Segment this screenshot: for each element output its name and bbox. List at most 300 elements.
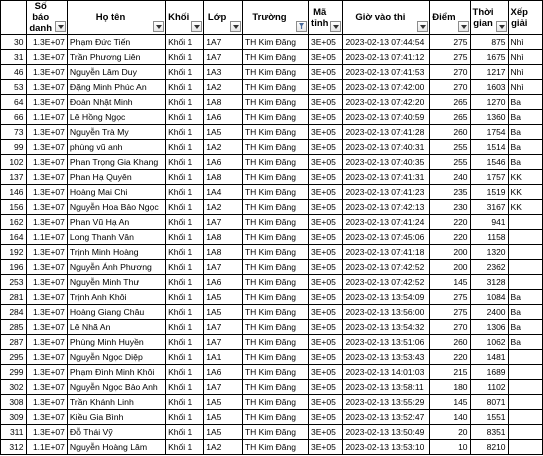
thoi-gian-cell[interactable]: 1551 [470,410,508,425]
time-cell[interactable]: 2023-02-13 13:54:09 [343,290,430,305]
ma-tinh-cell[interactable]: 3E+05 [309,65,343,80]
thoi-gian-cell[interactable]: 1689 [470,365,508,380]
lop-cell[interactable]: 1A7 [204,380,243,395]
lop-cell[interactable]: 1A7 [204,50,243,65]
row-number-cell[interactable]: 312 [1,440,27,455]
sbd-cell[interactable]: 1.3E+07 [26,65,67,80]
sbd-cell[interactable]: 1.3E+07 [26,350,67,365]
time-cell[interactable]: 2023-02-13 13:55:29 [343,395,430,410]
time-cell[interactable]: 2023-02-13 13:51:06 [343,335,430,350]
lop-cell[interactable]: 1A2 [204,440,243,455]
lop-cell[interactable]: 1A4 [204,185,243,200]
truong-cell[interactable]: TH Kim Đăng [242,155,308,170]
name-cell[interactable]: Hoàng Mai Chi [67,185,165,200]
row-number-cell[interactable]: 302 [1,380,27,395]
lop-cell[interactable]: 1A2 [204,80,243,95]
sbd-cell[interactable]: 1.1E+07 [26,440,67,455]
xep-giai-cell[interactable]: Ba [508,125,542,140]
diem-cell[interactable]: 275 [430,305,470,320]
xep-giai-cell[interactable] [508,260,542,275]
truong-cell[interactable]: TH Kim Đăng [242,440,308,455]
row-number-cell[interactable]: 196 [1,260,27,275]
sbd-cell[interactable]: 1.3E+07 [26,335,67,350]
diem-cell[interactable]: 275 [430,290,470,305]
name-cell[interactable]: phùng vũ anh [67,140,165,155]
xep-giai-cell[interactable]: Ba [508,95,542,110]
time-cell[interactable]: 2023-02-13 13:52:47 [343,410,430,425]
khoi-cell[interactable]: Khối 1 [166,365,204,380]
thoi-gian-cell[interactable]: 1675 [470,50,508,65]
name-cell[interactable]: Nguyễn Lâm Duy [67,65,165,80]
diem-cell[interactable]: 20 [430,425,470,440]
ma-tinh-cell[interactable]: 3E+05 [309,365,343,380]
diem-cell[interactable]: 275 [430,35,470,50]
column-header-khoi[interactable] [166,1,204,35]
filter-dropdown-icon[interactable] [191,21,202,32]
sbd-cell[interactable]: 1.3E+07 [26,215,67,230]
diem-cell[interactable]: 255 [430,155,470,170]
xep-giai-cell[interactable]: KK [508,185,542,200]
sbd-cell[interactable]: 1.3E+07 [26,275,67,290]
truong-cell[interactable]: TH Kim Đăng [242,35,308,50]
name-cell[interactable]: Nguyễn Trà My [67,125,165,140]
ma-tinh-cell[interactable]: 3E+05 [309,275,343,290]
time-cell[interactable]: 2023-02-13 13:54:32 [343,320,430,335]
sbd-cell[interactable]: 1.3E+07 [26,155,67,170]
name-cell[interactable]: Trịnh Anh Khôi [67,290,165,305]
diem-cell[interactable]: 270 [430,65,470,80]
time-cell[interactable]: 2023-02-13 07:41:23 [343,185,430,200]
truong-cell[interactable]: TH Kim Đăng [242,80,308,95]
khoi-cell[interactable]: Khối 1 [166,275,204,290]
ma-tinh-cell[interactable]: 3E+05 [309,245,343,260]
truong-cell[interactable]: TH Kim Đăng [242,95,308,110]
diem-cell[interactable]: 230 [430,200,470,215]
ma-tinh-cell[interactable]: 3E+05 [309,230,343,245]
diem-cell[interactable]: 215 [430,365,470,380]
xep-giai-cell[interactable]: Nhì [508,35,542,50]
diem-cell[interactable]: 220 [430,215,470,230]
column-header-gio-vao-thi[interactable] [343,1,430,35]
filter-dropdown-icon[interactable] [153,21,164,32]
sbd-cell[interactable]: 1.3E+07 [26,305,67,320]
xep-giai-cell[interactable]: KK [508,200,542,215]
lop-cell[interactable]: 1A5 [204,395,243,410]
thoi-gian-cell[interactable]: 1158 [470,230,508,245]
khoi-cell[interactable]: Khối 1 [166,260,204,275]
name-cell[interactable]: Phan Hạ Quyên [67,170,165,185]
name-cell[interactable]: Lê Nhã An [67,320,165,335]
diem-cell[interactable]: 270 [430,320,470,335]
thoi-gian-cell[interactable]: 1062 [470,335,508,350]
time-cell[interactable]: 2023-02-13 07:40:59 [343,110,430,125]
lop-cell[interactable]: 1A5 [204,290,243,305]
sbd-cell[interactable]: 1.3E+07 [26,260,67,275]
xep-giai-cell[interactable] [508,395,542,410]
column-header-ma-tinh[interactable] [309,1,343,35]
thoi-gian-cell[interactable]: 1360 [470,110,508,125]
xep-giai-cell[interactable]: KK [508,170,542,185]
row-number-cell[interactable]: 31 [1,50,27,65]
lop-cell[interactable]: 1A8 [204,95,243,110]
lop-cell[interactable]: 1A6 [204,275,243,290]
thoi-gian-cell[interactable]: 1481 [470,350,508,365]
filter-dropdown-icon[interactable] [230,21,241,32]
truong-cell[interactable]: TH Kim Đăng [242,230,308,245]
khoi-cell[interactable]: Khối 1 [166,185,204,200]
truong-cell[interactable]: TH Kim Đăng [242,365,308,380]
lop-cell[interactable]: 1A5 [204,305,243,320]
time-cell[interactable]: 2023-02-13 07:40:31 [343,140,430,155]
sbd-cell[interactable]: 1.3E+07 [26,185,67,200]
lop-cell[interactable]: 1A7 [204,215,243,230]
time-cell[interactable]: 2023-02-13 13:56:00 [343,305,430,320]
ma-tinh-cell[interactable]: 3E+05 [309,155,343,170]
active-filter-icon[interactable] [296,21,307,32]
xep-giai-cell[interactable] [508,245,542,260]
sbd-cell[interactable]: 1.3E+07 [26,125,67,140]
lop-cell[interactable]: 1A5 [204,410,243,425]
row-number-cell[interactable]: 287 [1,335,27,350]
khoi-cell[interactable]: Khối 1 [166,110,204,125]
lop-cell[interactable]: 1A7 [204,35,243,50]
truong-cell[interactable]: TH Kim Đăng [242,425,308,440]
truong-cell[interactable]: TH Kim Đăng [242,140,308,155]
diem-cell[interactable]: 200 [430,260,470,275]
xep-giai-cell[interactable]: Nhì [508,65,542,80]
thoi-gian-cell[interactable]: 2362 [470,260,508,275]
thoi-gian-cell[interactable]: 1754 [470,125,508,140]
diem-cell[interactable]: 260 [430,125,470,140]
thoi-gian-cell[interactable]: 1320 [470,245,508,260]
row-number-cell[interactable]: 284 [1,305,27,320]
column-header-lop[interactable] [204,1,243,35]
name-cell[interactable]: Phan Vũ Hạ An [67,215,165,230]
truong-cell[interactable]: TH Kim Đăng [242,215,308,230]
ma-tinh-cell[interactable]: 3E+05 [309,170,343,185]
xep-giai-cell[interactable]: Ba [508,305,542,320]
diem-cell[interactable]: 255 [430,140,470,155]
sbd-cell[interactable]: 1.3E+07 [26,410,67,425]
thoi-gian-cell[interactable]: 1757 [470,170,508,185]
truong-cell[interactable]: TH Kim Đăng [242,320,308,335]
lop-cell[interactable]: 1A5 [204,125,243,140]
row-number-cell[interactable]: 285 [1,320,27,335]
ma-tinh-cell[interactable]: 3E+05 [309,200,343,215]
time-cell[interactable]: 2023-02-13 07:42:52 [343,260,430,275]
time-cell[interactable]: 2023-02-13 14:01:03 [343,365,430,380]
diem-cell[interactable]: 275 [430,50,470,65]
filter-dropdown-icon[interactable] [417,21,428,32]
thoi-gian-cell[interactable]: 875 [470,35,508,50]
thoi-gian-cell[interactable]: 8071 [470,395,508,410]
xep-giai-cell[interactable] [508,275,542,290]
name-cell[interactable]: Long Thanh Vân [67,230,165,245]
xep-giai-cell[interactable] [508,215,542,230]
row-number-cell[interactable]: 164 [1,230,27,245]
khoi-cell[interactable]: Khối 1 [166,230,204,245]
diem-cell[interactable]: 145 [430,275,470,290]
column-header-ho-ten[interactable] [67,1,165,35]
truong-cell[interactable]: TH Kim Đăng [242,65,308,80]
sbd-cell[interactable]: 1.3E+07 [26,200,67,215]
ma-tinh-cell[interactable]: 3E+05 [309,35,343,50]
name-cell[interactable]: Trần Phương Liên [67,50,165,65]
lop-cell[interactable]: 1A7 [204,320,243,335]
lop-cell[interactable]: 1A8 [204,170,243,185]
column-header-diem[interactable] [430,1,470,35]
time-cell[interactable]: 2023-02-13 07:41:53 [343,65,430,80]
diem-cell[interactable]: 265 [430,110,470,125]
xep-giai-cell[interactable]: Ba [508,290,542,305]
time-cell[interactable]: 2023-02-13 07:44:54 [343,35,430,50]
thoi-gian-cell[interactable]: 8351 [470,425,508,440]
name-cell[interactable]: Phùng Minh Huyền [67,335,165,350]
lop-cell[interactable]: 1A6 [204,365,243,380]
name-cell[interactable]: Nguyễn Ánh Phương [67,260,165,275]
khoi-cell[interactable]: Khối 1 [166,335,204,350]
ma-tinh-cell[interactable]: 3E+05 [309,110,343,125]
name-cell[interactable]: Nguyễn Hoàng Lâm [67,440,165,455]
ma-tinh-cell[interactable]: 3E+05 [309,50,343,65]
row-number-cell[interactable]: 46 [1,65,27,80]
truong-cell[interactable]: TH Kim Đăng [242,125,308,140]
thoi-gian-cell[interactable]: 1514 [470,140,508,155]
truong-cell[interactable]: TH Kim Đăng [242,170,308,185]
khoi-cell[interactable]: Khối 1 [166,425,204,440]
khoi-cell[interactable]: Khối 1 [166,155,204,170]
filter-dropdown-icon[interactable] [496,21,507,32]
truong-cell[interactable]: TH Kim Đăng [242,410,308,425]
time-cell[interactable]: 2023-02-13 07:41:31 [343,170,430,185]
khoi-cell[interactable]: Khối 1 [166,350,204,365]
row-number-cell[interactable]: 162 [1,215,27,230]
thoi-gian-cell[interactable]: 3167 [470,200,508,215]
row-number-cell[interactable]: 73 [1,125,27,140]
xep-giai-cell[interactable]: Nhì [508,50,542,65]
lop-cell[interactable]: 1A1 [204,350,243,365]
ma-tinh-cell[interactable]: 3E+05 [309,290,343,305]
row-number-cell[interactable]: 64 [1,95,27,110]
thoi-gian-cell[interactable]: 1217 [470,65,508,80]
khoi-cell[interactable]: Khối 1 [166,290,204,305]
time-cell[interactable]: 2023-02-13 07:40:35 [343,155,430,170]
filter-dropdown-icon[interactable] [330,21,341,32]
name-cell[interactable]: Phan Trọng Gia Khang [67,155,165,170]
time-cell[interactable]: 2023-02-13 07:42:13 [343,200,430,215]
sbd-cell[interactable]: 1.3E+07 [26,320,67,335]
xep-giai-cell[interactable] [508,365,542,380]
filter-dropdown-icon[interactable] [458,21,469,32]
diem-cell[interactable]: 220 [430,350,470,365]
ma-tinh-cell[interactable]: 3E+05 [309,185,343,200]
lop-cell[interactable]: 1A8 [204,245,243,260]
time-cell[interactable]: 2023-02-13 07:41:12 [343,50,430,65]
sbd-cell[interactable]: 1.3E+07 [26,380,67,395]
khoi-cell[interactable]: Khối 1 [166,215,204,230]
khoi-cell[interactable]: Khối 1 [166,125,204,140]
sbd-cell[interactable]: 1.3E+07 [26,170,67,185]
row-number-cell[interactable]: 66 [1,110,27,125]
sbd-cell[interactable]: 1.3E+07 [26,425,67,440]
name-cell[interactable]: Nguyễn Ngọc Bảo Anh [67,380,165,395]
ma-tinh-cell[interactable]: 3E+05 [309,410,343,425]
diem-cell[interactable]: 270 [430,80,470,95]
name-cell[interactable]: Đặng Minh Phúc An [67,80,165,95]
time-cell[interactable]: 2023-02-13 13:58:11 [343,380,430,395]
sbd-cell[interactable]: 1.3E+07 [26,290,67,305]
ma-tinh-cell[interactable]: 3E+05 [309,260,343,275]
time-cell[interactable]: 2023-02-13 07:42:00 [343,80,430,95]
ma-tinh-cell[interactable]: 3E+05 [309,215,343,230]
thoi-gian-cell[interactable]: 1603 [470,80,508,95]
row-number-cell[interactable]: 146 [1,185,27,200]
thoi-gian-cell[interactable]: 8210 [470,440,508,455]
diem-cell[interactable]: 220 [430,230,470,245]
name-cell[interactable]: Hoàng Giang Châu [67,305,165,320]
khoi-cell[interactable]: Khối 1 [166,410,204,425]
sbd-cell[interactable]: 1.1E+07 [26,230,67,245]
xep-giai-cell[interactable]: Ba [508,320,542,335]
xep-giai-cell[interactable]: Ba [508,110,542,125]
xep-giai-cell[interactable]: Ba [508,155,542,170]
truong-cell[interactable]: TH Kim Đăng [242,335,308,350]
khoi-cell[interactable]: Khối 1 [166,65,204,80]
row-number-cell[interactable]: 99 [1,140,27,155]
khoi-cell[interactable]: Khối 1 [166,380,204,395]
time-cell[interactable]: 2023-02-13 13:53:43 [343,350,430,365]
khoi-cell[interactable]: Khối 1 [166,245,204,260]
truong-cell[interactable]: TH Kim Đăng [242,110,308,125]
xep-giai-cell[interactable] [508,350,542,365]
sbd-cell[interactable]: 1.3E+07 [26,35,67,50]
ma-tinh-cell[interactable]: 3E+05 [309,80,343,95]
lop-cell[interactable]: 1A7 [204,260,243,275]
time-cell[interactable]: 2023-02-13 07:41:24 [343,215,430,230]
xep-giai-cell[interactable] [508,380,542,395]
row-number-cell[interactable]: 308 [1,395,27,410]
khoi-cell[interactable]: Khối 1 [166,305,204,320]
name-cell[interactable]: Phạm Đức Tiến [67,35,165,50]
column-header-truong[interactable] [242,1,308,35]
truong-cell[interactable]: TH Kim Đăng [242,200,308,215]
ma-tinh-cell[interactable]: 3E+05 [309,380,343,395]
diem-cell[interactable]: 240 [430,170,470,185]
time-cell[interactable]: 2023-02-13 07:42:52 [343,275,430,290]
khoi-cell[interactable]: Khối 1 [166,35,204,50]
time-cell[interactable]: 2023-02-13 07:45:06 [343,230,430,245]
truong-cell[interactable]: TH Kim Đăng [242,275,308,290]
sbd-cell[interactable]: 1.3E+07 [26,80,67,95]
ma-tinh-cell[interactable]: 3E+05 [309,320,343,335]
truong-cell[interactable]: TH Kim Đăng [242,350,308,365]
sbd-cell[interactable]: 1.3E+07 [26,395,67,410]
thoi-gian-cell[interactable]: 1270 [470,95,508,110]
row-number-cell[interactable]: 295 [1,350,27,365]
khoi-cell[interactable]: Khối 1 [166,140,204,155]
diem-cell[interactable]: 10 [430,440,470,455]
thoi-gian-cell[interactable]: 1519 [470,185,508,200]
ma-tinh-cell[interactable]: 3E+05 [309,305,343,320]
truong-cell[interactable]: TH Kim Đăng [242,290,308,305]
diem-cell[interactable]: 260 [430,335,470,350]
name-cell[interactable]: Phạm Đình Minh Khôi [67,365,165,380]
thoi-gian-cell[interactable]: 1306 [470,320,508,335]
row-number-cell[interactable]: 281 [1,290,27,305]
name-cell[interactable]: Đỗ Thái Vỹ [67,425,165,440]
row-number-cell[interactable]: 53 [1,80,27,95]
time-cell[interactable]: 2023-02-13 07:42:20 [343,95,430,110]
lop-cell[interactable]: 1A6 [204,110,243,125]
name-cell[interactable]: Lê Hồng Ngọc [67,110,165,125]
truong-cell[interactable]: TH Kim Đăng [242,260,308,275]
truong-cell[interactable]: TH Kim Đăng [242,245,308,260]
name-cell[interactable]: Trịnh Minh Hoàng [67,245,165,260]
lop-cell[interactable]: 1A7 [204,335,243,350]
sbd-cell[interactable]: 1.3E+07 [26,95,67,110]
truong-cell[interactable]: TH Kim Đăng [242,395,308,410]
lop-cell[interactable]: 1A2 [204,140,243,155]
row-number-cell[interactable]: 137 [1,170,27,185]
truong-cell[interactable]: TH Kim Đăng [242,305,308,320]
column-header-so-bao-danh[interactable] [26,1,67,35]
sbd-cell[interactable]: 1.3E+07 [26,245,67,260]
xep-giai-cell[interactable] [508,230,542,245]
sbd-cell[interactable]: 1.3E+07 [26,365,67,380]
ma-tinh-cell[interactable]: 3E+05 [309,395,343,410]
khoi-cell[interactable]: Khối 1 [166,395,204,410]
time-cell[interactable]: 2023-02-13 07:41:18 [343,245,430,260]
khoi-cell[interactable]: Khối 1 [166,320,204,335]
column-header-thoi-gian[interactable] [470,1,508,35]
truong-cell[interactable]: TH Kim Đăng [242,50,308,65]
thoi-gian-cell[interactable]: 3128 [470,275,508,290]
thoi-gian-cell[interactable]: 1084 [470,290,508,305]
diem-cell[interactable]: 145 [430,395,470,410]
khoi-cell[interactable]: Khối 1 [166,200,204,215]
ma-tinh-cell[interactable]: 3E+05 [309,335,343,350]
ma-tinh-cell[interactable]: 3E+05 [309,350,343,365]
lop-cell[interactable]: 1A8 [204,230,243,245]
xep-giai-cell[interactable]: Ba [508,140,542,155]
xep-giai-cell[interactable] [508,410,542,425]
name-cell[interactable]: Trần Khánh Linh [67,395,165,410]
name-cell[interactable]: Nguyễn Hoa Bảo Ngọc [67,200,165,215]
khoi-cell[interactable]: Khối 1 [166,170,204,185]
xep-giai-cell[interactable]: Ba [508,335,542,350]
name-cell[interactable]: Kiều Gia Bình [67,410,165,425]
diem-cell[interactable]: 180 [430,380,470,395]
ma-tinh-cell[interactable]: 3E+05 [309,125,343,140]
xep-giai-cell[interactable]: Nhì [508,80,542,95]
ma-tinh-cell[interactable]: 3E+05 [309,425,343,440]
diem-cell[interactable]: 265 [430,95,470,110]
diem-cell[interactable]: 235 [430,185,470,200]
thoi-gian-cell[interactable]: 1546 [470,155,508,170]
time-cell[interactable]: 2023-02-13 07:41:28 [343,125,430,140]
filter-dropdown-icon[interactable] [55,21,66,32]
thoi-gian-cell[interactable]: 1102 [470,380,508,395]
lop-cell[interactable]: 1A2 [204,200,243,215]
xep-giai-cell[interactable] [508,440,542,455]
khoi-cell[interactable]: Khối 1 [166,440,204,455]
lop-cell[interactable]: 1A6 [204,155,243,170]
row-number-cell[interactable]: 156 [1,200,27,215]
khoi-cell[interactable]: Khối 1 [166,80,204,95]
lop-cell[interactable]: 1A5 [204,425,243,440]
row-number-cell[interactable]: 299 [1,365,27,380]
row-number-cell[interactable]: 253 [1,275,27,290]
